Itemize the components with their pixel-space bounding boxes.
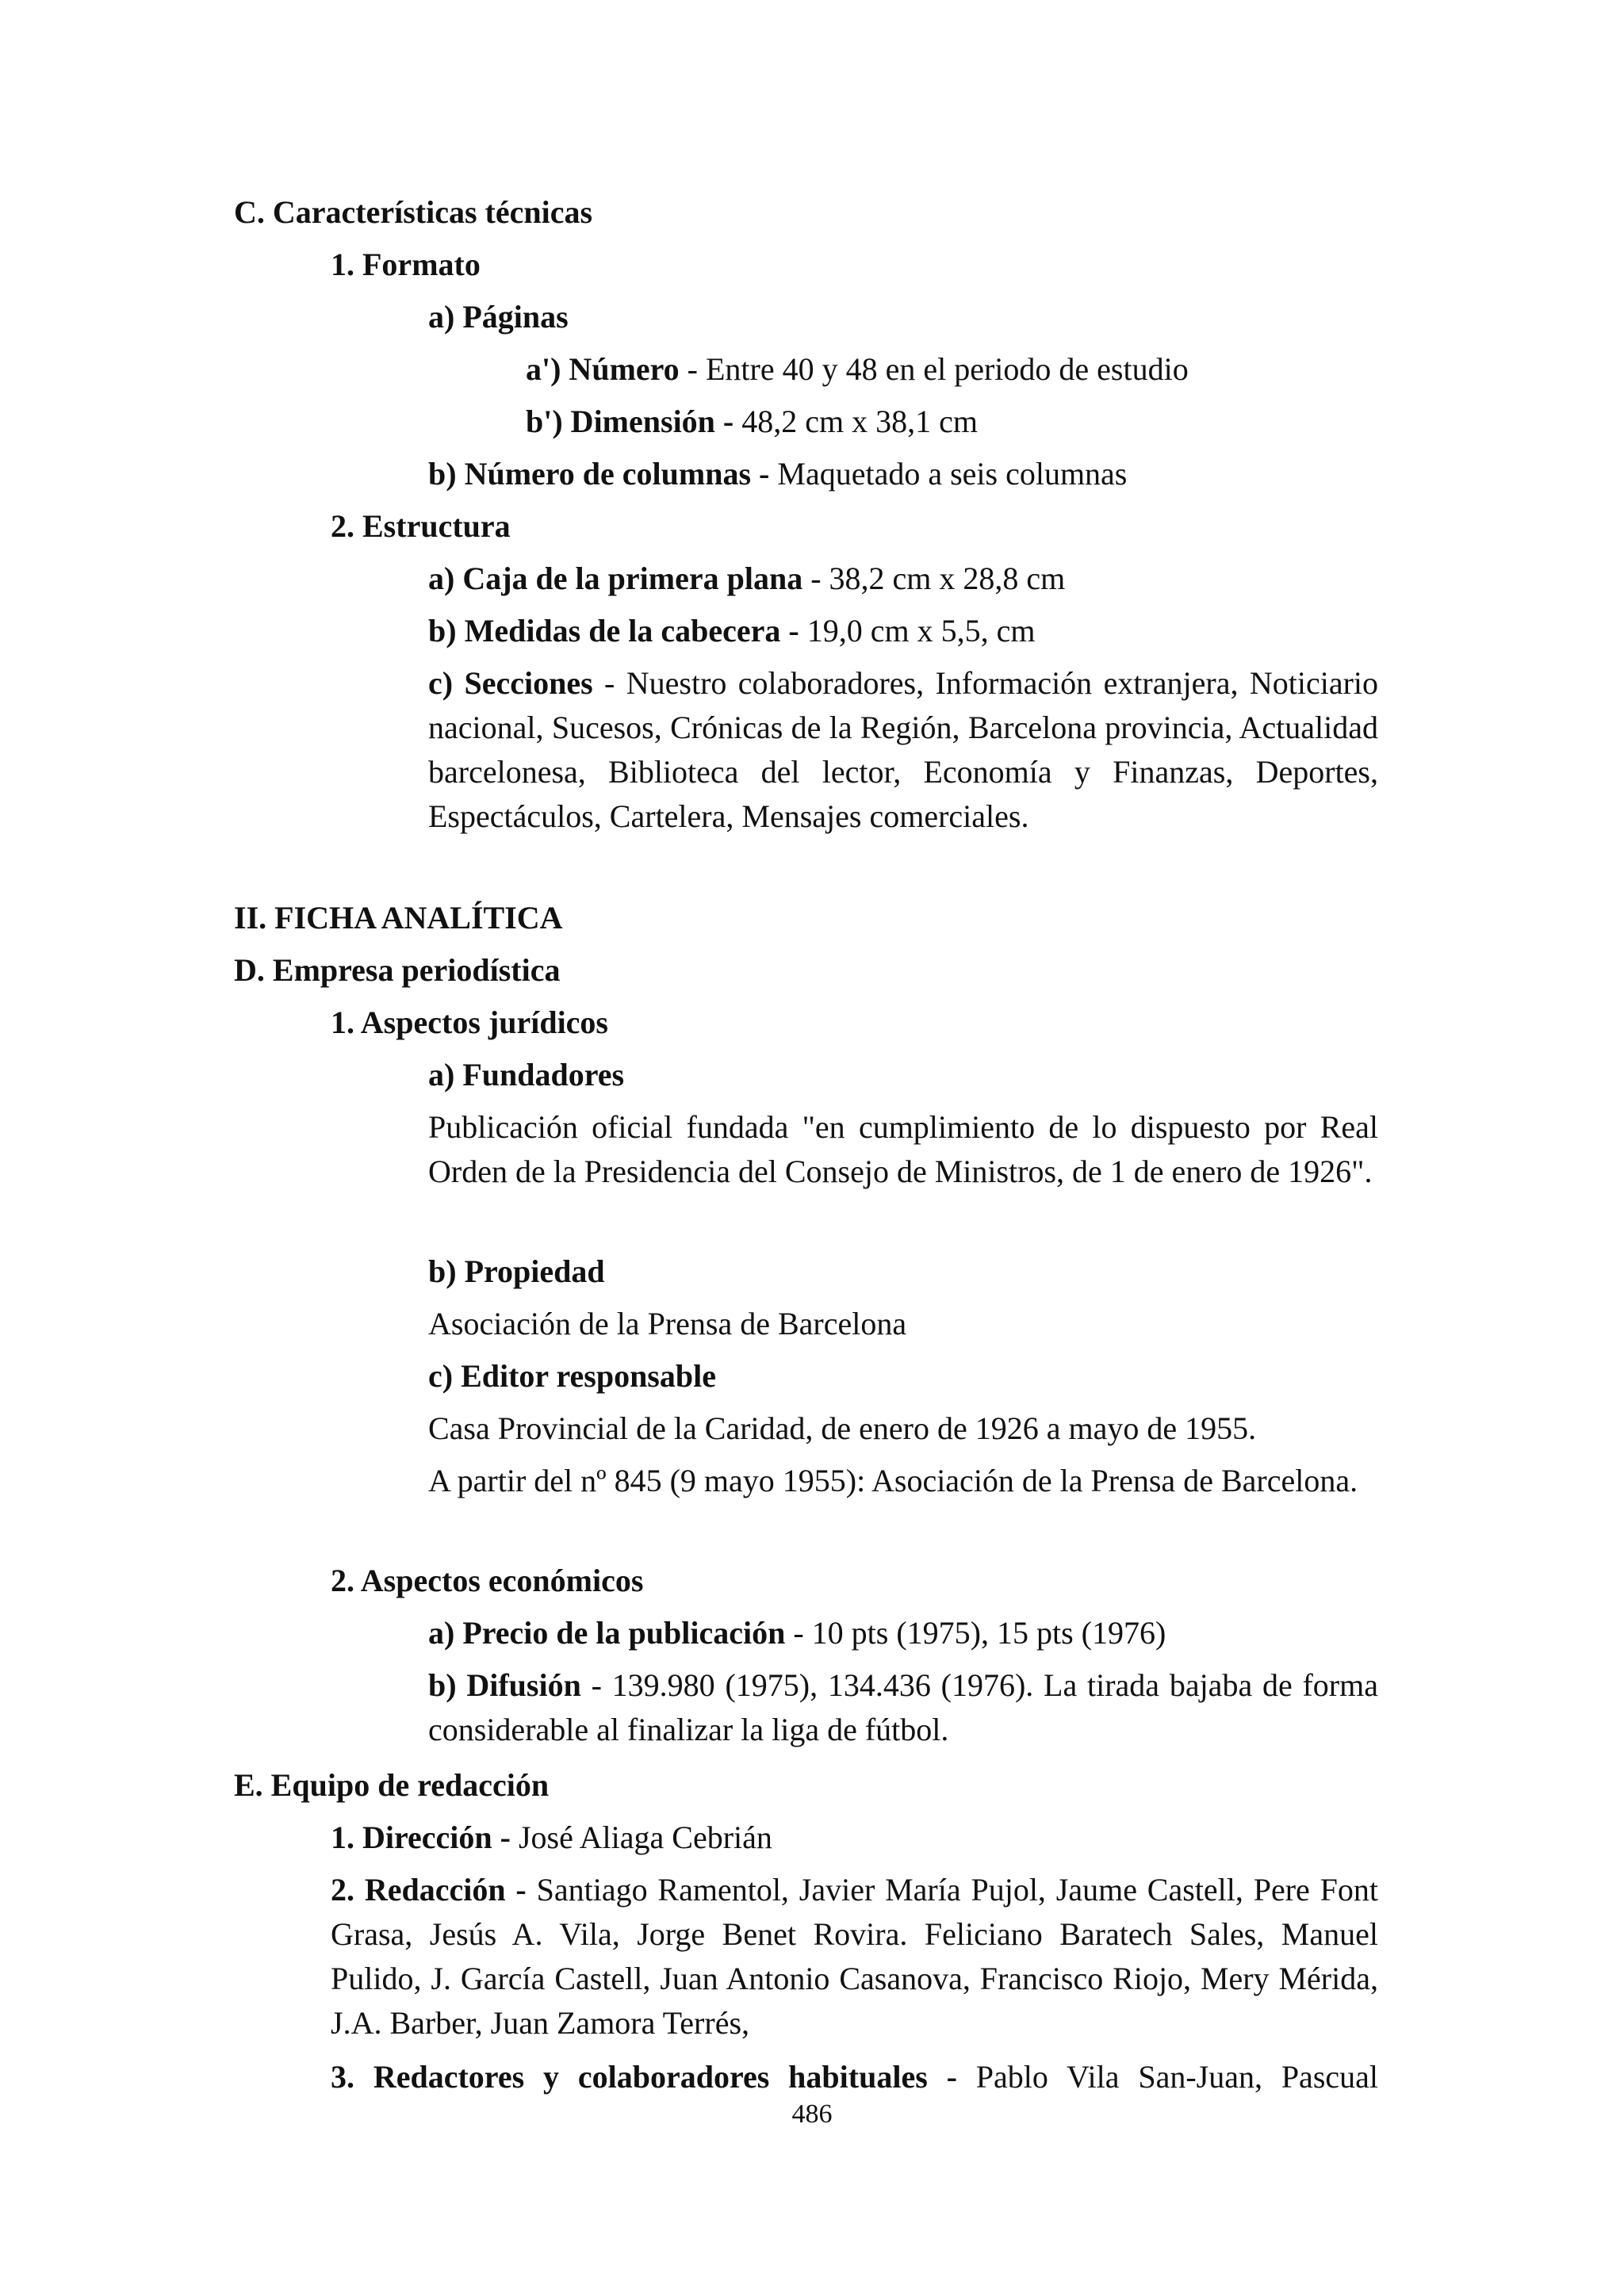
- columnas-line: b) Número de columnas - Maquetado a seis columnas: [428, 456, 1128, 492]
- caja-line: a) Caja de la primera plana - 38,2 cm x 28,8 cm: [428, 561, 1066, 596]
- fundadores-paragraph: Publicación oficial fundada "en cumplimiento de lo dispuesto por Real Orden de la Presidencia del Consejo de Ministros, de 1 de enero de 1926".: [428, 1109, 1378, 1189]
- secciones-paragraph: c) Secciones - Nuestro colaboradores, Información extranjera, Noticiario nacional, Sucesos, Crónicas de la Región, Barcelona provincia, Actualidad barcelonesa, Biblioteca del lector, Economía y Finanzas, Deportes, Espectáculos, Cartelera, Mensajes comerciales.: [428, 665, 1379, 834]
- formato-heading: 1. Formato: [331, 247, 481, 282]
- redactores-line: 3. Redactores y colaboradores habituales - Pablo Vila San-Juan, Pascual: [331, 2059, 1379, 2095]
- paginas-heading: a) Páginas: [428, 299, 569, 335]
- precio-line: a) Precio de la publicación - 10 pts (1975), 15 pts (1976): [428, 1615, 1166, 1651]
- propiedad-text: Asociación de la Prensa de Barcelona: [428, 1306, 907, 1341]
- section-d-heading: D. Empresa periodística: [234, 952, 561, 988]
- cabecera-line: b) Medidas de la cabecera - 19,0 cm x 5,5, cm: [428, 613, 1036, 649]
- fundadores-heading: a) Fundadores: [428, 1057, 625, 1093]
- propiedad-heading: b) Propiedad: [428, 1253, 605, 1289]
- direccion-line: 1. Dirección - José Aliaga Cebrián: [331, 1820, 772, 1855]
- numero-line: a') Número - Entre 40 y 48 en el periodo de estudio: [526, 351, 1189, 387]
- economicos-heading: 2. Aspectos económicos: [331, 1563, 644, 1598]
- editor-text-1: Casa Provincial de la Caridad, de enero de 1926 a mayo de 1955.: [428, 1410, 1257, 1446]
- page-number: 486: [791, 2099, 833, 2129]
- editor-heading: c) Editor responsable: [428, 1358, 716, 1394]
- estructura-heading: 2. Estructura: [331, 508, 511, 544]
- redaccion-paragraph: 2. Redacción - Santiago Ramentol, Javier María Pujol, Jaume Castell, Pere Font Grasa, Jesús A. Vila, Jorge Benet Rovira. Feliciano Baratech Sales, Manuel Pulido, J. García Castell, Juan Antonio Casanova, Francisco Riojo, Mery Mérida, J.A. Barber, Juan Zamora Terrés,: [331, 1872, 1378, 2041]
- section-e-heading: E. Equipo de redacción: [234, 1767, 550, 1803]
- section-c-heading: C. Características técnicas: [234, 194, 593, 230]
- juridicos-heading: 1. Aspectos jurídicos: [331, 1004, 608, 1040]
- editor-text-2: A partir del nº 845 (9 mayo 1955): Asociación de la Prensa de Barcelona.: [428, 1463, 1358, 1498]
- dimension-line: b') Dimensión - 48,2 cm x 38,1 cm: [526, 404, 978, 439]
- ficha-analitica-heading: II. FICHA ANALÍTICA: [234, 900, 563, 936]
- difusion-paragraph: b) Difusión - 139.980 (1975), 134.436 (1976). La tirada bajaba de forma considerable al finalizar la liga de fútbol.: [428, 1667, 1378, 1747]
